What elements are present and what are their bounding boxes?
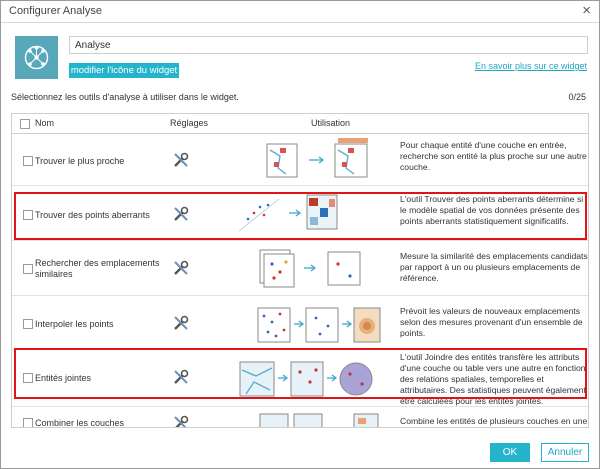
find-similar-locations-illustration (234, 246, 384, 292)
tool-description: Mesure la similarité des emplacements candidats par rapport à un ou plusieurs emplacements de référence. (400, 251, 588, 283)
learn-more-link[interactable]: En savoir plus sur ce widget (474, 61, 587, 71)
cancel-button[interactable]: Annuler (541, 443, 589, 462)
tool-checkbox[interactable] (23, 319, 33, 329)
tool-description: Prévoit les valeurs de nouveaux emplacements selon des mesures provenant d'un ensemble de points. (400, 306, 583, 338)
tools-list[interactable] (11, 113, 589, 428)
find-outliers-illustration (234, 191, 384, 237)
tool-checkbox[interactable] (23, 373, 33, 383)
settings-wrench-icon[interactable] (172, 314, 190, 332)
ok-button[interactable]: OK (490, 443, 530, 462)
tool-description: L'outil Trouver des points aberrants détermine si le modèle spatial de vos données présente des points aberrants statistiquement significatifs. (400, 194, 584, 226)
tool-checkbox[interactable] (23, 156, 33, 166)
tool-name: Combiner les couches (35, 418, 125, 428)
tool-row-merge-layers (12, 408, 588, 428)
widget-name-input[interactable] (69, 36, 588, 54)
select-all-checkbox[interactable] (20, 119, 30, 129)
header-usage: Utilisation (311, 118, 351, 128)
selection-count: 0/25 (568, 92, 586, 102)
tool-name: Trouver des points aberrants (35, 210, 150, 220)
settings-wrench-icon[interactable] (172, 368, 190, 386)
tool-name: Rechercher des emplacements similaires (35, 258, 160, 279)
interpolate-points-illustration (234, 302, 384, 348)
join-features-illustration (234, 356, 384, 402)
tool-name: Interpoler les points (35, 319, 114, 329)
tool-description: Combine les entités de plusieurs couches en une (400, 416, 588, 426)
merge-layers-illustration (234, 410, 384, 428)
tool-row-find-nearest (12, 135, 588, 186)
tool-row-find-outliers (12, 187, 588, 241)
tool-checkbox[interactable] (23, 210, 33, 220)
dialog-titlebar (1, 1, 599, 23)
close-icon[interactable]: × (582, 2, 591, 19)
tool-row-join-features (12, 351, 588, 407)
tool-row-find-similar-locations (12, 242, 588, 296)
tool-checkbox[interactable] (23, 418, 33, 428)
settings-wrench-icon[interactable] (172, 205, 190, 223)
settings-wrench-icon[interactable] (172, 151, 190, 169)
settings-wrench-icon[interactable] (172, 259, 190, 277)
tool-description: Pour chaque entité d'une couche en entrée, recherche son entité la plus proche sur une autre couche. (400, 140, 587, 172)
header-settings: Réglages (170, 118, 209, 128)
tools-list-header (12, 114, 588, 134)
analysis-network-icon (15, 36, 58, 79)
tool-name: Entités jointes (35, 373, 92, 383)
header-name: Nom (35, 118, 55, 128)
tool-description: L'outil Joindre des entités transfère les attributs d'une couche ou table vers une autre en fonction des relations spatiales, temporelles et attributaires. Des statistiques peuvent également être calculées pour les entités jointes. (400, 352, 586, 406)
change-widget-icon-button[interactable]: modifier l'icône du widget (70, 65, 178, 76)
tool-row-interpolate-points (12, 297, 588, 350)
find-nearest-illustration (234, 138, 384, 184)
selection-instruction: Sélectionnez les outils d'analyse à utiliser dans le widget. (11, 92, 239, 102)
tool-checkbox[interactable] (23, 264, 33, 274)
settings-wrench-icon[interactable] (172, 414, 190, 428)
tool-name: Trouver le plus proche (35, 156, 125, 166)
widget-icon (15, 36, 58, 79)
dialog-title: Configurer Analyse (9, 5, 102, 17)
